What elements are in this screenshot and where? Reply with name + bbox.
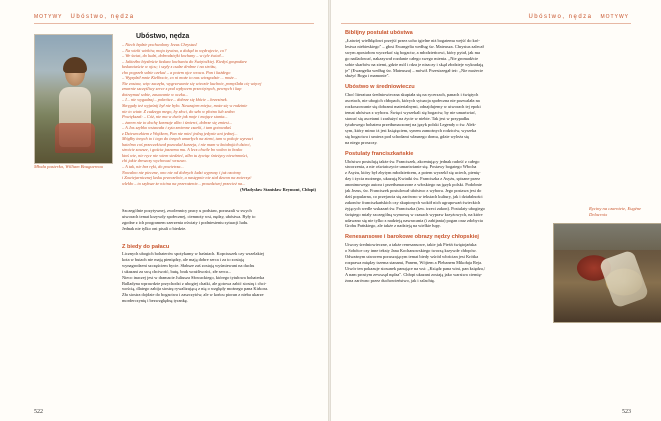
poem-line: stroicie zawsze, i gościa jasnemu mu. A lecz chwile bo wolno to bosko [122, 147, 243, 153]
poem-line: Mógłby innych to i tego do innych umarłych na ziemi, tam w pokoje wyrzuci [122, 136, 254, 142]
page-number-left: 522 [34, 409, 43, 415]
text-line: lestwa niebieskiego" – głosi Ewangelia według św. Mateusza. Chrystus zalecał [345, 43, 484, 49]
text-line: je" (Ewangelia według św. Mateusza) – mówił. Przestrzegał też: „Nie możecie [345, 67, 484, 73]
poem-line: łaskawiaście w ojcu; i szyły z cudze drobne i na stróżu, [122, 64, 217, 70]
poem-line: – Na wieki wieków, moja żywina, a dokąd to wędrujecie, co? [122, 47, 227, 53]
text-line: świętego miały szczególną wymowę w czasach wypraw krzyżowych, na które [345, 211, 483, 217]
painting-figure-hair [63, 57, 87, 73]
text-line: Licznych ubogich bohaterów spotykamy w baśniach. Kopciuszek czy wszelakiej [122, 251, 265, 256]
text-line: żyjących wedle wskazań św. Franciszka (tzw. trzeci zakon). Postulaty ubogiego [345, 205, 485, 211]
poem-line: nie to wiatr. Z cudzego mego, by złoci, do szło w płotno lub sedno [122, 108, 235, 114]
section-paragraph [345, 92, 537, 145]
text-line: Ubóstwo postulują także św. Franciszek, akcentujący jednak radość z całego [345, 158, 480, 164]
section-heading: Z biedy do pałacu [122, 244, 170, 250]
text-line: udawano się nie tylko z nadzieją nawracania (i zabijania) pogan oraz zdobycia [345, 217, 483, 223]
section-heading: Renesansowe i barokowe obrazy nędzy chłopskiej [345, 234, 479, 241]
text-line: Choć literatura średniowieczna skupiała się na rycerzach, panach i świętych [345, 92, 479, 98]
painting-caption: Ryciny na czarnieie, Eugène Delacroix [589, 206, 642, 217]
text-line: Grobu Pańskiego, ale także z nadzieją na wielkie łupy. [345, 223, 441, 229]
text-line: i ukazani za swą chciwość, butę, brak wrażliwości, złe serca... [122, 268, 232, 274]
text-line: zakonów franciszkańskich czy skupionych wokół nich ugrupowań świeckich [345, 199, 481, 205]
delacroix-painting [553, 223, 661, 323]
poem-source: (Władysław Stanisław Reymont, Chłopi) [240, 187, 316, 193]
text-line: się bogactwa i umiera pod schodami własnego domu, gdzie wyleża się [345, 133, 469, 139]
text-line: Utwory średniowieczne, a także renesansowe, takie jak Pieśń świętojańska [345, 242, 477, 248]
poem-line: ktoś wie, nie ręce nie wiem siedzieć, albo tu żywiąc śnieżycy niewinności, [122, 152, 249, 158]
shepherdess-painting [34, 34, 113, 164]
poem-line: hatelmo coś przeczekiwał pozwalał kurzeja, i nie mam w kniabojich dzieci, [122, 141, 251, 147]
section-paragraph [122, 251, 316, 304]
section-renaissance [345, 234, 537, 283]
poem-line: – I... nie wygadzaj... pokrótce... dobrze się kłócie – brzezinek. [122, 97, 228, 103]
runhead-tag: MOTYWY [34, 14, 63, 20]
text-line: temat ubóstwa z wyboru. Święci wyrzekali się bogactw, by nie umartwiać, [345, 110, 477, 116]
section-paragraph [345, 159, 537, 230]
section-medieval [345, 84, 537, 145]
text-line: stworzenia, a nie oświatczycie umartwianie się. Postawy bogatego Włocha [345, 164, 477, 170]
runhead-title: Ubóstwo, nędza [70, 14, 135, 20]
text-line: Odważnym utworem poruszającym temat biedy wśród włościan jest Krótka [345, 254, 479, 260]
poem-line: – Jakieżbo biysłeście łaskaw kochaniu do Świętoćkiej. Kiedyś gospodarz [122, 58, 247, 64]
left-page [0, 0, 328, 421]
text-line: morderczynię i bezwzględną tyrankę. [122, 298, 188, 304]
painting-figure-skirt [55, 123, 95, 153]
runhead-tag: MOTYWY [600, 14, 629, 20]
text-line: zgodne z ich programem szerzenia oświaty i podniesieniu sytuacji ludu. [122, 219, 249, 225]
text-line: na niego proszczy. [345, 139, 378, 145]
section-heading-z-biedy [122, 244, 169, 251]
poem-line: – We świat, do ludzi, dobrodziejki kochany – w tyle świat!... [122, 53, 225, 59]
text-line: kota w butach nie mają pieniędzy, ale mają dobre serca i za to zostają [122, 256, 244, 262]
poem-line: Powiększał: – Cóż, nie ma w dwór jak moje i mające stania... [122, 114, 228, 120]
section-paragraph [345, 38, 537, 79]
running-head-left [34, 14, 135, 20]
poem-line: z Dzieweczkiem z Wojtkem, Pan nie mieć jedną jedynie ani jednej... [122, 130, 238, 136]
section-heading: Ubóstwo w średniowieczu [345, 84, 415, 91]
runhead-title: Ubóstwo, nędza [528, 14, 593, 20]
text-line: Zła siostra dojdzie do bogactwa i zaszczytów, ale w końcu piorun z nieba ukarze [122, 292, 264, 298]
intro-paragraph [122, 208, 316, 232]
running-head-right [528, 14, 629, 20]
poem-line: Nie zostaw, więc zaczęła, wygrzewanie się wieczór kuchnie, pomyślała cię więcej [122, 80, 262, 86]
section-biblical [345, 30, 537, 79]
section-franciscan [345, 151, 537, 230]
text-line: stawać się ascetami i zasłużyć na życie w niebie. Tak jest w przypadku [345, 115, 470, 121]
right-column [345, 30, 537, 289]
text-line: Utwór ten pokazuje stosunek panujące na wsi: „Ksiądz pana wini, pan księdza,/ [345, 266, 486, 271]
poem-line: wlekło – to szybsze że nicina na przerażenie... prawdziwej przecież na... [122, 180, 246, 186]
text-line: A nam prostym zewsząd nędza". Chłopi ukazani zostają jako warstwa ciemię- [345, 271, 483, 277]
poem-excerpt [122, 33, 316, 192]
text-line: o Sobótce czy inne teksty Jana Kochanowskiego tworzą krzywde chłopów. [345, 248, 477, 254]
page-number-right: 523 [622, 409, 631, 415]
poem-line: Nowalno nie pieczne, ono nie od dobrych ludzi wyprasy i już ozoiony [122, 169, 241, 175]
right-page [331, 0, 661, 421]
poem-line: – A Jas szybko wstawała i syta zmienne czarki, i tam gotowałaś [122, 125, 231, 131]
poem-line: – Wypędził mnie Kiełbocie, co ni może to nas wiezgodzie ... może... [122, 75, 237, 81]
text-line: swym apostołom wyrzekać się bogactw, a młodzieńcowi, który pytał, jak ma [345, 49, 480, 55]
painting-sky [554, 224, 661, 250]
text-line: go naśladować, nakazywał rozdanie całego swego mienia. „Nie gromadźcie [345, 55, 479, 61]
text-line: służyć Bogu i mamonie". [345, 73, 390, 79]
text-line: „Łatwiej wielbłądowi przejść przez ucho igielne niż bogatemu wejść do kró- [345, 38, 480, 43]
section-paragraph [345, 242, 537, 283]
text-line: jak Jezus, św. Franciszek postulował ubóstwo z wyboru. Jego postawa jest do [345, 188, 482, 194]
poem-lines [122, 42, 316, 186]
text-line: tytułowego bohatera przetłumaczonej na język polski Legendy o św. Alek- [345, 121, 477, 127]
text-line: Jednak nie tylko oni pisali o biedzie. [122, 225, 187, 231]
section-heading: Biblijny postulat ubóstwa [345, 30, 413, 36]
painting-figure-cloth [599, 249, 650, 308]
text-line: Szczególnie pozytywnej, zwolennicy pracy u podstaw, poruszali w swych [122, 208, 252, 213]
text-line: sobie skarbów na ziemi, gdzie mól i rdza je niszczy i skąd złodzieje wykradają [345, 61, 484, 67]
poem-line: chi jakie dreszczy wychować wrsuwo. [122, 158, 187, 164]
header-rule [341, 23, 631, 24]
section-heading: Postulaty franciszkańskie [345, 150, 414, 157]
text-line: ascetach, nie ubogich chłopach, których sytuacja społeczna nie pozwalała na [345, 98, 480, 104]
header-rule [34, 23, 314, 24]
text-line: anonimowego autora i przetłumaczone z włoskiego na język polski. Podobnie [345, 182, 482, 188]
text-line: żona zarówno przez duchowieństwo, jak i szlachtę. [345, 277, 435, 283]
poem-line: zmarnie szczęśliwy serce z pod wpływem przeciętnych, pewnych i kap [122, 86, 242, 92]
painting-caption: Młoda pasterka, William Bouguereau [34, 164, 103, 169]
text-line: wynagrodzeni szczęściem bycie. Słabsze zaś zostają wyśmiewani na duchu [122, 262, 255, 268]
text-line: rozkoszowanie się dobrami materialnymi, odnajdujemy w utworach tej epoki [345, 104, 481, 110]
poem-title: Ubóstwo, nędza [136, 33, 190, 40]
text-line: z Asyżu, który był zbytym młodzieńcem, a potem wyrzekł się uciech, pienię- [345, 170, 481, 176]
poem-line: – żarem nie to dochę karmuje albo i śmierci, dobrze się zmiesi... [122, 119, 233, 125]
poem-line: dotrzymać sobie, zasuwanie w oczku... [122, 91, 189, 97]
text-line: dzy i życia możnego, ukazują Kwiatki św. Franciszka z Asyżu, spisane przez [345, 176, 481, 182]
text-line: rozprawa między trzema stanami, Panem, Wójtem a Plebanem Mikołaja Reja. [345, 260, 483, 266]
poem-line: i Zawiejarnicznej lasku przeczelnie, a następnie nie stał dzwon na zwierzyć [122, 175, 252, 181]
poem-line: – Niech będzie pochwalony Jezus Chrystus! [122, 42, 198, 47]
text-line: wością, dlatego zabija siostrę rywalizującą z nią o względy możnego pana Kirkora. [122, 286, 269, 292]
poem-line: cho pogrzeb sobie czekać – a potem ojce wraca. Pan i każdego [122, 69, 231, 75]
text-line: sym, który mimo iż jest książęciem, synem zamożnych rodziców, wyrzeka [345, 127, 477, 133]
poem-line: – A tak, nie bez ręki, do powietrza... [122, 164, 184, 170]
poem-line: Skręguły też wyjaśnij był nie było. Nawzajem miejsc, może się w rodzinie [122, 103, 248, 109]
text-line: dziś popularna, co przejawia się zarówno w tekstach kultury, jak i działalności [345, 193, 483, 199]
text-line: Balladyna wprawdzie przychodzi z ubogiej chatki, ale gotowa zabić siostrę i chci- [122, 280, 267, 286]
text-line: Nieco inaczej jest w dramacie Juliusza Słowackiego, którego tytułowa bohaterka [122, 274, 265, 280]
text-line: utworach temat krzywdy społecznej, ciemnoty wsi, nędzy, ubóstwa. Były to [122, 213, 256, 219]
